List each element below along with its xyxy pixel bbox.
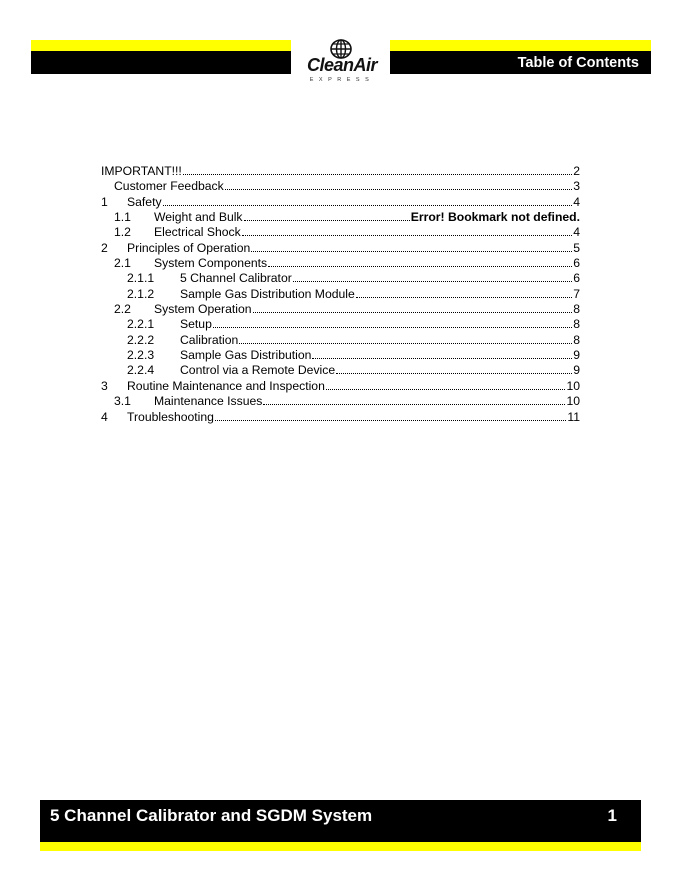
toc-dot-leader <box>312 357 572 359</box>
toc-dot-leader <box>293 280 572 282</box>
toc-entry-title: Safety <box>127 194 162 209</box>
toc-entry-number: 2.1.2 <box>127 286 155 301</box>
toc-entry-title: System Components <box>154 256 268 271</box>
logo-wordmark: CleanAir <box>306 55 378 75</box>
toc-entry[interactable] <box>101 225 580 240</box>
toc-entry-title: Sample Gas Distribution <box>180 348 312 363</box>
toc-entry-page: 5 <box>573 240 580 255</box>
toc-dot-leader <box>263 403 565 405</box>
toc-dot-leader <box>244 219 410 221</box>
toc-entry-title: Sample Gas Distribution Module <box>180 286 355 301</box>
toc-dot-leader <box>242 234 573 236</box>
toc-dot-leader <box>356 296 572 298</box>
toc-entry-page: 8 <box>573 302 580 317</box>
toc-dot-leader <box>253 311 573 313</box>
toc-dot-leader <box>336 372 572 374</box>
toc-entry-title: Maintenance Issues <box>154 394 263 409</box>
toc-entry-number: 2.2.3 <box>127 348 155 363</box>
toc-entry[interactable] <box>101 333 580 348</box>
toc-entry[interactable] <box>101 256 580 271</box>
toc-entry-title: Calibration <box>180 332 239 347</box>
toc-entry-error: Error! Bookmark not defined. <box>410 210 580 225</box>
toc-entry-number: 2.1 <box>114 256 131 271</box>
toc-entry-number: 3.1 <box>114 394 131 409</box>
page-title: Table of Contents <box>517 55 639 71</box>
toc-entry-page: 3 <box>573 179 580 194</box>
toc-entry-number: 2 <box>101 240 108 255</box>
toc-entry-page: 11 <box>567 409 580 424</box>
toc-entry-page: 4 <box>573 194 580 209</box>
footer-accent-bar <box>40 842 641 851</box>
cleanair-logo <box>300 38 382 88</box>
toc-entry[interactable] <box>101 271 580 286</box>
toc-entry-number: 1.1 <box>114 210 131 225</box>
toc-entry-title: Principles of Operation <box>127 240 251 255</box>
toc-entry-number: 1.2 <box>114 225 131 240</box>
toc-dot-leader <box>239 342 572 344</box>
toc-entry-page: 7 <box>573 286 580 301</box>
footer-page-number: 1 <box>607 806 617 825</box>
toc-entry-title: Electrical Shock <box>154 225 241 240</box>
toc-entry-number: 2.1.1 <box>127 271 155 286</box>
toc-dot-leader <box>163 204 573 206</box>
toc-entry-page: 9 <box>573 348 580 363</box>
table-of-contents <box>101 164 580 425</box>
toc-entry[interactable] <box>101 410 580 425</box>
toc-entry-title: IMPORTANT!!! <box>101 164 182 178</box>
toc-entry-page: 10 <box>566 394 580 409</box>
toc-entry[interactable] <box>101 394 580 409</box>
toc-entry-title: Routine Maintenance and Inspection <box>127 378 325 393</box>
toc-entry-title: System Operation <box>154 302 252 317</box>
toc-entry[interactable] <box>101 195 580 210</box>
toc-entry-page: 2 <box>573 164 580 178</box>
header-right-accent-bar <box>390 40 651 51</box>
toc-entry[interactable] <box>101 179 580 194</box>
toc-entry[interactable] <box>101 302 580 317</box>
toc-entry-page: 6 <box>573 256 580 271</box>
footer-bar <box>40 800 641 842</box>
toc-entry[interactable] <box>101 164 580 179</box>
toc-entry-page: 9 <box>573 363 580 378</box>
toc-entry[interactable] <box>101 317 580 332</box>
toc-entry[interactable] <box>101 241 580 256</box>
toc-dot-leader <box>215 419 566 421</box>
header-right-bar <box>390 51 651 74</box>
toc-entry-title: Control via a Remote Device <box>180 363 336 378</box>
toc-entry-title: Weight and Bulk <box>154 210 243 225</box>
toc-entry-number: 2.2.4 <box>127 363 155 378</box>
toc-entry-number: 2.2.2 <box>127 332 155 347</box>
footer-document-title: 5 Channel Calibrator and SGDM System <box>50 806 373 825</box>
toc-dot-leader <box>225 188 572 190</box>
toc-entry-title: Customer Feedback <box>114 179 224 194</box>
toc-entry-page: 6 <box>573 271 580 286</box>
toc-entry-page: 10 <box>566 378 580 393</box>
toc-entry-page: 8 <box>573 332 580 347</box>
toc-entry-title: Troubleshooting <box>127 409 214 424</box>
toc-entry-page: 4 <box>573 225 580 240</box>
toc-entry-number: 4 <box>101 409 108 424</box>
toc-entry-number: 1 <box>101 194 108 209</box>
toc-dot-leader <box>251 250 572 252</box>
toc-dot-leader <box>326 388 566 390</box>
toc-entry[interactable] <box>101 348 580 363</box>
toc-entry-title: Setup <box>180 317 212 332</box>
toc-entry-title: 5 Channel Calibrator <box>180 271 292 286</box>
toc-entry-number: 2.2.1 <box>127 317 155 332</box>
toc-entry-number: 2.2 <box>114 302 131 317</box>
header-left-accent-bar <box>31 40 291 51</box>
toc-entry[interactable] <box>101 379 580 394</box>
toc-dot-leader <box>213 326 572 328</box>
toc-dot-leader <box>268 265 572 267</box>
toc-entry[interactable] <box>101 210 580 225</box>
logo-subtext: EXPRESS <box>309 77 375 83</box>
toc-entry-number: 3 <box>101 378 108 393</box>
toc-entry[interactable] <box>101 363 580 378</box>
header-left-bar <box>31 51 291 74</box>
toc-entry-page: 8 <box>573 317 580 332</box>
toc-dot-leader <box>183 173 572 175</box>
toc-entry[interactable] <box>101 287 580 302</box>
